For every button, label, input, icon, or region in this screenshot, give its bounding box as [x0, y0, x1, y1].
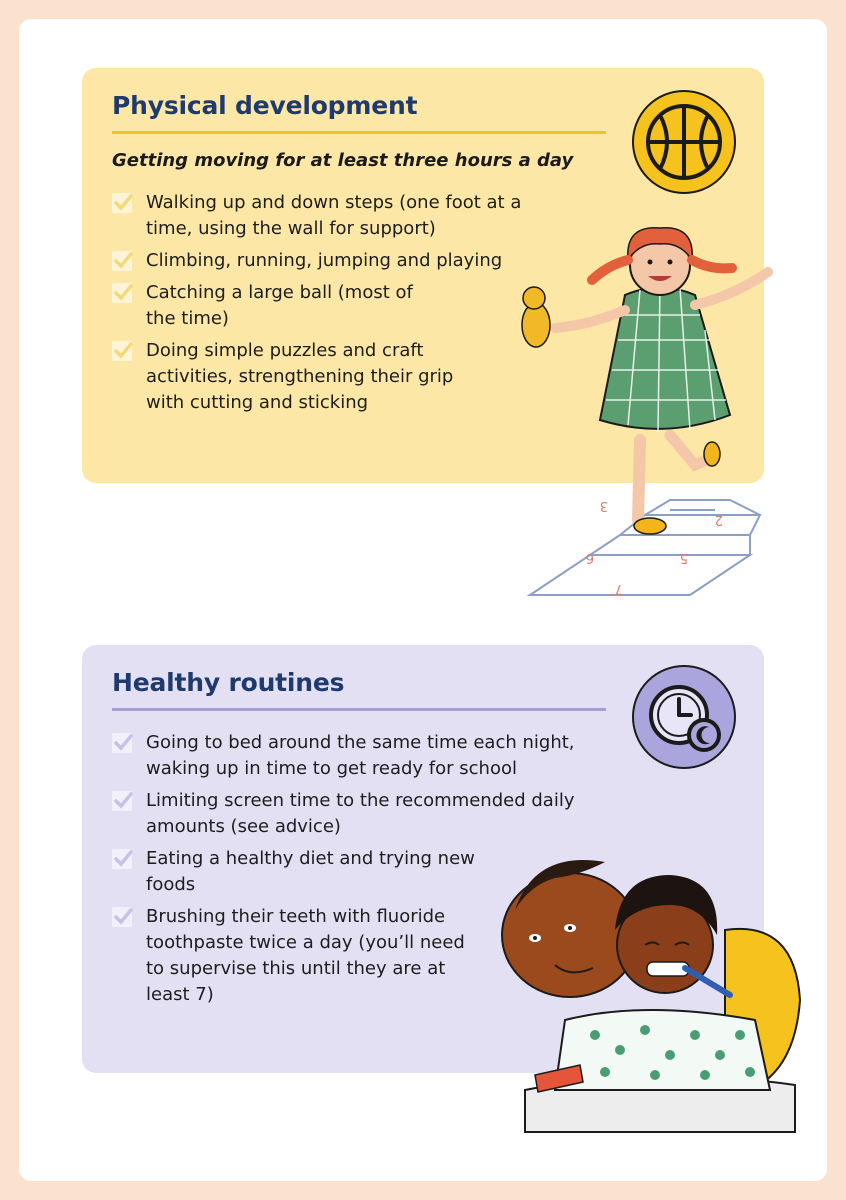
clock-night-icon	[632, 665, 736, 769]
list-item	[112, 280, 446, 332]
checkbox-tick-icon	[112, 791, 134, 811]
checkbox-tick-icon	[112, 283, 134, 303]
physical-development-heading: Physical development	[112, 91, 418, 120]
svg-text:3: 3	[599, 498, 608, 513]
list-item-text: Limiting screen time to the recommended daily amounts (see advice)	[146, 790, 575, 837]
checkbox-tick-icon	[112, 251, 134, 271]
list-item-text: Catching a large ball (most of the time)	[146, 282, 413, 329]
healthy-routines-heading: Healthy routines	[112, 668, 345, 697]
girl-hopscotch-illustration	[500, 210, 800, 620]
physical-checklist	[112, 190, 522, 422]
basketball-icon	[632, 90, 736, 194]
svg-text:2: 2	[714, 512, 723, 527]
checkbox-tick-icon	[112, 733, 134, 753]
list-item	[112, 190, 546, 242]
list-item-text: Brushing their teeth with fluoride toothpaste twice a day (you’ll need to supervise this until they are at least 7)	[146, 906, 465, 1005]
checkbox-tick-icon	[112, 193, 134, 213]
physical-heading-rule	[112, 131, 606, 134]
svg-text:6: 6	[585, 550, 594, 565]
list-item	[112, 730, 626, 782]
checkbox-tick-icon	[112, 341, 134, 361]
list-item	[112, 338, 486, 416]
list-item-text: Going to bed around the same time each night, waking up in time to get ready for school	[146, 732, 575, 779]
list-item	[112, 904, 466, 1008]
list-item	[112, 846, 476, 898]
list-item	[112, 788, 586, 840]
physical-subtitle: Getting moving for at least three hours a day	[112, 150, 574, 171]
list-item-text: Doing simple puzzles and craft activities, strengthening their grip with cutting and sticking	[146, 340, 454, 413]
father-child-toothbrush-illustration	[495, 850, 810, 1135]
list-item-text: Walking up and down steps (one foot at a time, using the wall for support)	[146, 192, 522, 239]
checkbox-tick-icon	[112, 849, 134, 869]
list-item-text: Climbing, running, jumping and playing	[146, 250, 503, 271]
list-item	[112, 248, 546, 274]
list-item-text: Eating a healthy diet and trying new foods	[146, 848, 475, 895]
svg-text:7: 7	[614, 581, 623, 596]
checkbox-tick-icon	[112, 907, 134, 927]
svg-text:5: 5	[679, 550, 688, 565]
routines-heading-rule	[112, 708, 606, 711]
